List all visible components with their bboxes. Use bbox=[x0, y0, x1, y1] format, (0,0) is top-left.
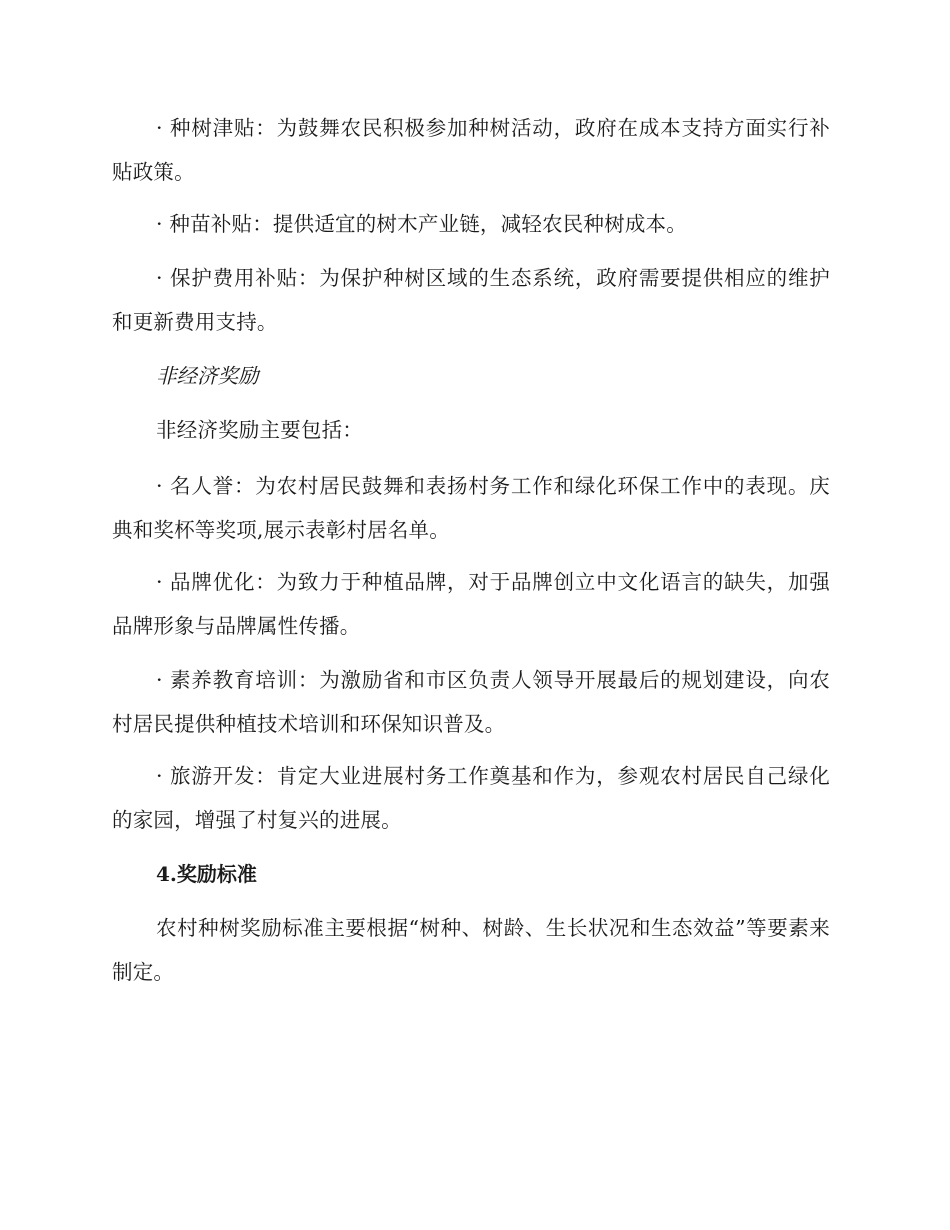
paragraph-protection-subsidy: · 保护费用补贴：为保护种树区域的生态系统，政府需要提供相应的维护和更新费用支持。 bbox=[112, 266, 830, 334]
paragraph-education-training: · 素养教育培训：为激励省和市区负责人领导开展最后的规划建设，向农村居民提供种植技术培训和环保知识普及。 bbox=[112, 668, 830, 736]
paragraph-planting-allowance: · 种树津贴：为鼓舞农民积极参加种树活动，政府在成本支持方面实行补贴政策。 bbox=[112, 116, 830, 184]
paragraph-non-economic-intro: 非经济奖励主要包括： bbox=[156, 418, 363, 442]
section-heading-reward-standard: 4.奖励标准 bbox=[156, 862, 257, 886]
paragraph-reward-standard: 农村种树奖励标准主要根据“树种、树龄、生长状况和生态效益”等要素来制定。 bbox=[112, 916, 830, 984]
paragraph-seedling-subsidy: · 种苗补贴：提供适宜的树木产业链，减轻农民种树成本。 bbox=[156, 212, 687, 236]
paragraph-brand-optimization: · 品牌优化：为致力于种植品牌，对于品牌创立中文化语言的缺失，加强品牌形象与品牌属性传播。 bbox=[112, 570, 830, 638]
paragraph-reputation: · 名人誉：为农村居民鼓舞和表扬村务工作和绿化环保工作中的表现。庆典和奖杯等奖项,展示表彰村居名单。 bbox=[112, 474, 830, 542]
paragraph-tourism-development: · 旅游开发：肯定大业进展村务工作奠基和作为，参观农村居民自己绿化的家园，增强了村复兴的进展。 bbox=[112, 764, 830, 832]
subheading-non-economic: 非经济奖励 bbox=[156, 364, 259, 388]
